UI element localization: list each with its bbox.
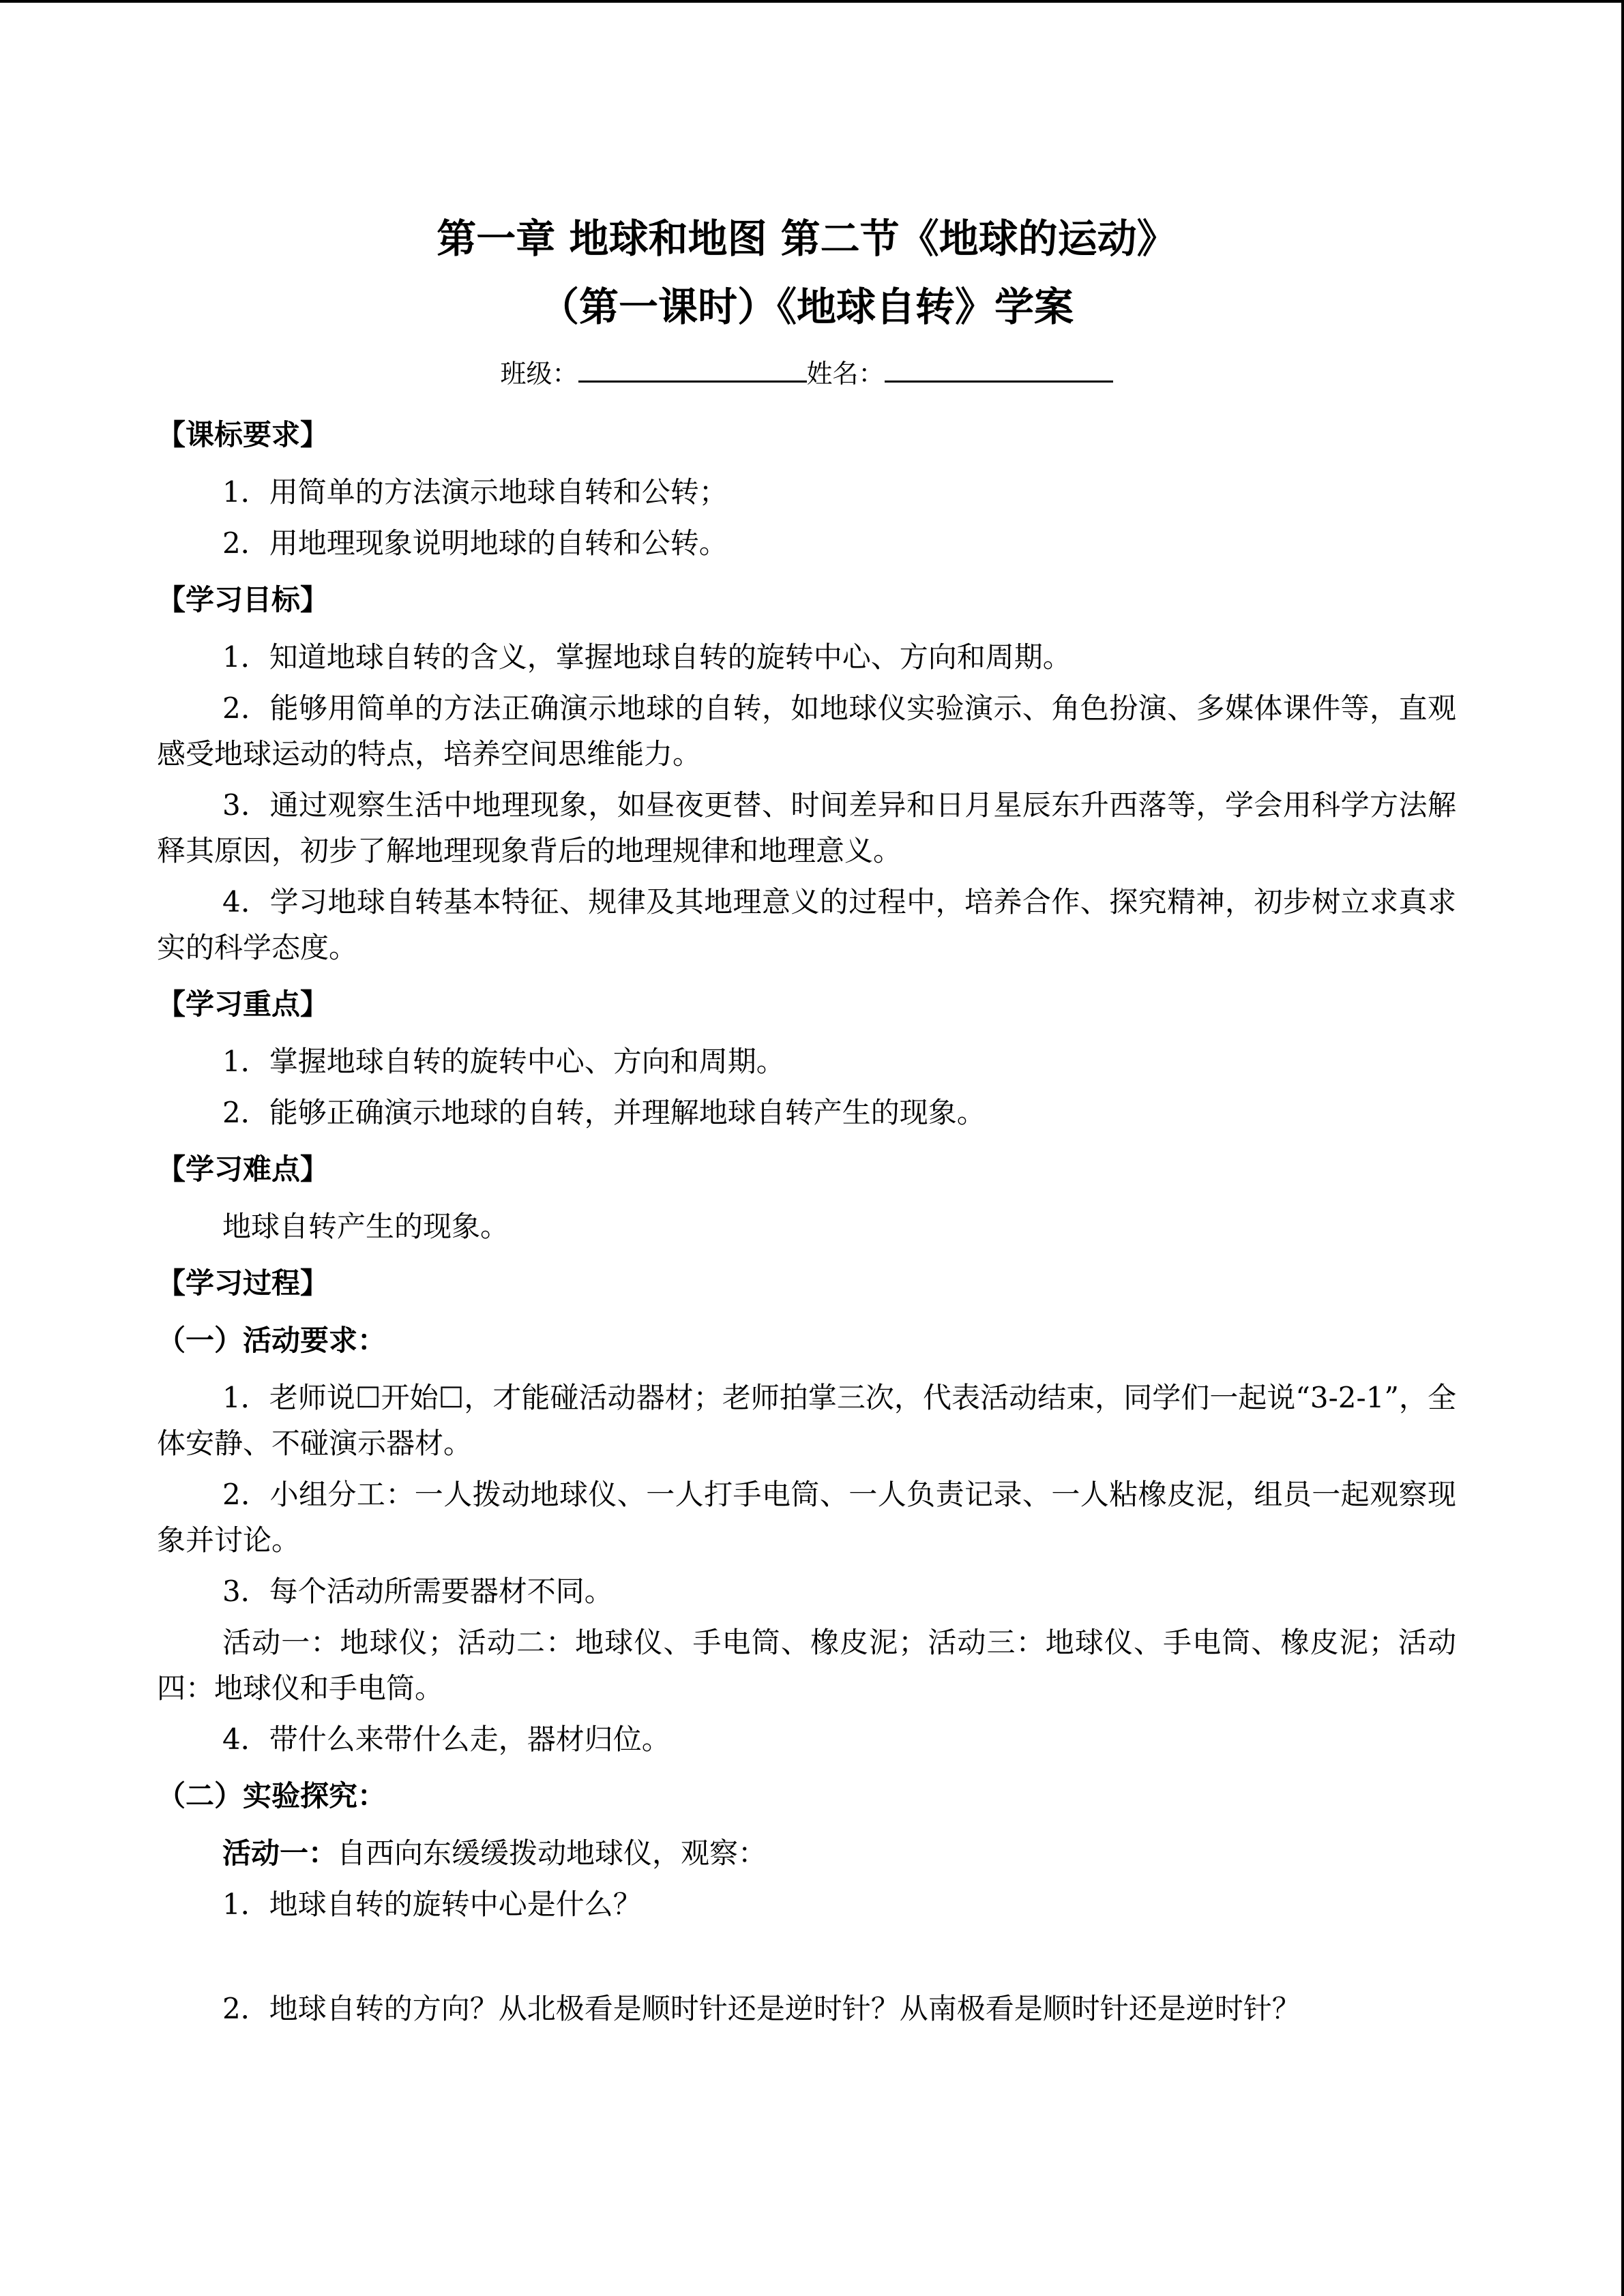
process-heading: 【学习过程】: [157, 1266, 329, 1300]
objectives-heading: 【学习目标】: [157, 583, 329, 616]
page-border-top: [0, 0, 1624, 3]
experiment-heading: （二）实验探究：: [157, 1779, 387, 1813]
difficulty-heading: 【学习难点】: [157, 1152, 329, 1186]
answer-space-1[interactable]: [157, 1933, 1456, 1980]
document-title-line-1: 第一章 地球和地图 第二节《地球的运动》: [437, 215, 1177, 262]
curriculum-item-1: 1．用简单的方法演示地球自转和公转；: [222, 475, 728, 509]
requirement-materials: 活动一：地球仪；活动二：地球仪、手电筒、橡皮泥；活动三：地球仪、手电筒、橡皮泥；活动四：地球仪和手电筒。: [157, 1626, 1456, 1705]
page-border-right: [1621, 0, 1624, 2296]
difficulty-text: 地球自转产生的现象。: [222, 1210, 510, 1243]
activity-requirements-heading: （一）活动要求：: [157, 1324, 387, 1357]
name-label: 姓名：: [806, 359, 885, 389]
class-label: 班级：: [500, 359, 578, 389]
requirement-item-2: 2．小组分工：一人拨动地球仪、一人打手电筒、一人负责记录、一人粘橡皮泥，组员一起观察现象并讨论。: [157, 1478, 1456, 1557]
key-point-item-1: 1．掌握地球自转的旋转中心、方向和周期。: [222, 1045, 785, 1078]
key-points-heading: 【学习重点】: [157, 987, 329, 1021]
question-2: 2．地球自转的方向？从北极看是顺时针还是逆时针？从南极看是顺时针还是逆时针？: [222, 1992, 1301, 2025]
objective-item-4: 4．学习地球自转基本特征、规律及其地理意义的过程中，培养合作、探究精神，初步树立求真求实的科学态度。: [157, 885, 1456, 964]
requirement-item-3: 3．每个活动所需要器材不同。: [222, 1575, 613, 1608]
objective-item-3: 3．通过观察生活中地理现象，如昼夜更替、时间差异和日月星辰东升西落等，学会用科学方法解释其原因，初步了解地理现象背后的地理规律和地理意义。: [157, 788, 1456, 867]
requirement-item-1: 1．老师说☐开始☐，才能碰活动器材；老师拍掌三次，代表活动结束，同学们一起说“3-2-1”，全体安静、不碰演示器材。: [157, 1381, 1456, 1460]
activity-one-text: 自西向东缓缓拨动地球仪，观察：: [337, 1836, 767, 1870]
document-body: [157, 205, 1456, 2037]
activity-one-line: [157, 1830, 1456, 1876]
objective-item-2: 2．能够用简单的方法正确演示地球的自转，如地球仪实验演示、角色扮演、多媒体课件等，直观感受地球运动的特点，培养空间思维能力。: [157, 691, 1456, 771]
requirement-item-4: 4．带什么来带什么走，器材归位。: [222, 1723, 670, 1756]
activity-one-label: 活动一：: [222, 1836, 338, 1870]
class-name-line: [157, 341, 1456, 406]
name-blank-field[interactable]: [885, 355, 1113, 383]
class-blank-field[interactable]: [578, 355, 807, 383]
key-point-item-2: 2．能够正确演示地球的自转，并理解地球自转产生的现象。: [222, 1096, 986, 1129]
curriculum-item-2: 2．用地理现象说明地球的自转和公转。: [222, 526, 728, 560]
question-1: 1．地球自转的旋转中心是什么？: [222, 1888, 642, 1921]
document-title-line-2: （第一课时）《地球自转》学案: [539, 284, 1074, 330]
objective-item-1: 1．知道地球自转的含义，掌握地球自转的旋转中心、方向和周期。: [222, 640, 1072, 674]
curriculum-heading: 【课标要求】: [157, 418, 329, 451]
